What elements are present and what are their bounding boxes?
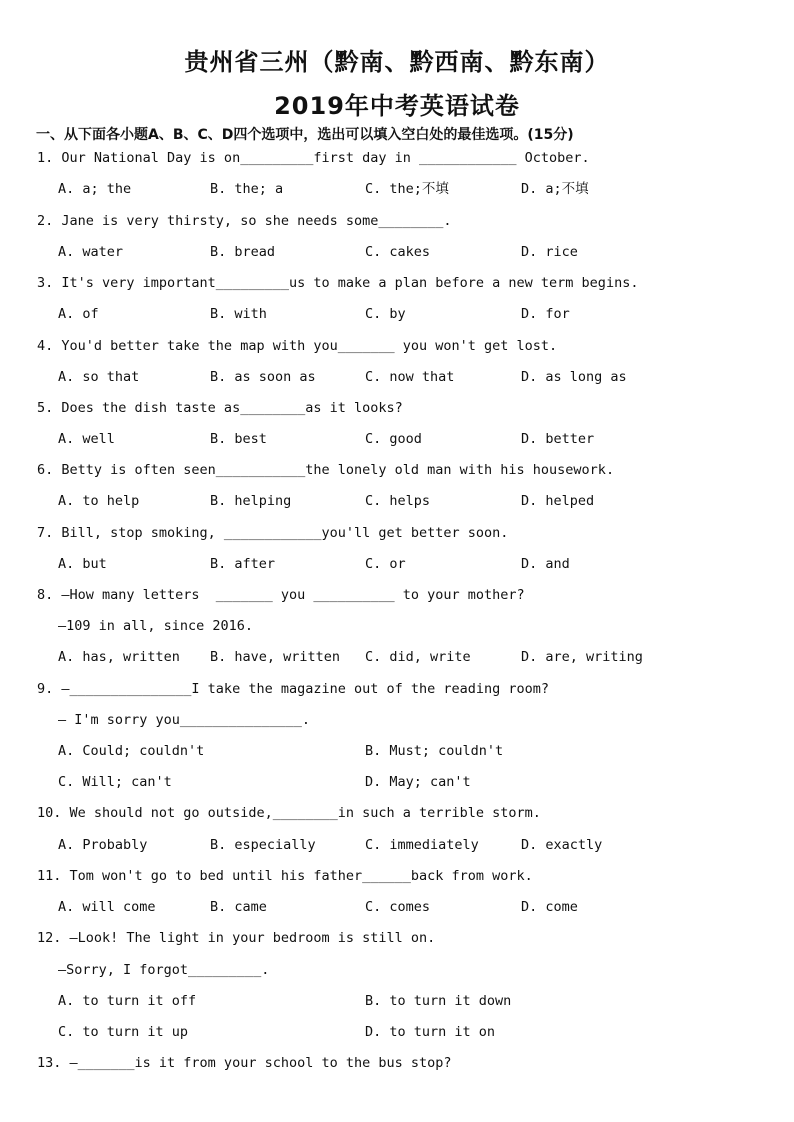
q11-option-a: A. will come bbox=[58, 899, 156, 915]
q4-option-c: C. now that bbox=[365, 369, 455, 385]
q6-option-b: B. helping bbox=[210, 493, 292, 509]
q12-option-d: D. to turn it on bbox=[365, 1024, 496, 1040]
question-6: 6. Betty is often seen___________the lonely old man with his housework. bbox=[37, 462, 615, 478]
q9-answer-line: — I'm sorry you_______________. bbox=[58, 712, 310, 728]
q4-option-b: B. as soon as bbox=[210, 369, 316, 385]
q12-option-c: C. to turn it up bbox=[58, 1024, 189, 1040]
q9-option-a: A. Could; couldn't bbox=[58, 743, 205, 759]
q8-answer-line: —109 in all, since 2016. bbox=[58, 618, 254, 634]
q3-option-b: B. with bbox=[210, 306, 267, 322]
q12-option-a: A. to turn it off bbox=[58, 993, 197, 1009]
q3-option-c: C. by bbox=[365, 306, 406, 322]
q9-option-c: C. Will; can't bbox=[58, 774, 172, 790]
q6-option-d: D. helped bbox=[521, 493, 595, 509]
q1-option-c: C. the;不填 bbox=[365, 181, 449, 197]
q5-option-c: C. good bbox=[365, 431, 422, 447]
question-2: 2. Jane is very thirsty, so she needs some________. bbox=[37, 213, 452, 229]
question-1: 1. Our National Day is on_________first day in ____________ October. bbox=[37, 150, 590, 166]
q9-option-d: D. May; can't bbox=[365, 774, 471, 790]
q7-option-d: D. and bbox=[521, 556, 570, 572]
q11-option-b: B. came bbox=[210, 899, 267, 915]
q4-option-d: D. as long as bbox=[521, 369, 627, 385]
q7-option-c: C. or bbox=[365, 556, 406, 572]
q10-option-b: B. especially bbox=[210, 837, 316, 853]
q5-option-b: B. best bbox=[210, 431, 267, 447]
q3-option-d: D. for bbox=[521, 306, 570, 322]
q2-option-c: C. cakes bbox=[365, 244, 431, 260]
q5-option-a: A. well bbox=[58, 431, 115, 447]
q10-option-d: D. exactly bbox=[521, 837, 603, 853]
question-13: 13. —_______is it from your school to the bus stop? bbox=[37, 1055, 452, 1071]
question-8: 8. —How many letters _______ you __________ to your mother? bbox=[37, 587, 525, 603]
q5-option-d: D. better bbox=[521, 431, 595, 447]
q6-option-a: A. to help bbox=[58, 493, 140, 509]
q12-option-b: B. to turn it down bbox=[365, 993, 512, 1009]
question-10: 10. We should not go outside,________in such a terrible storm. bbox=[37, 805, 541, 821]
q2-option-b: B. bread bbox=[210, 244, 276, 260]
q7-option-a: A. but bbox=[58, 556, 107, 572]
question-7: 7. Bill, stop smoking, ____________you'll get better soon. bbox=[37, 525, 509, 541]
q11-option-d: D. come bbox=[521, 899, 578, 915]
q3-option-a: A. of bbox=[58, 306, 99, 322]
question-11: 11. Tom won't go to bed until his father______back from work. bbox=[37, 868, 533, 884]
q1-option-b: B. the; a bbox=[210, 181, 284, 197]
q11-option-c: C. comes bbox=[365, 899, 431, 915]
question-12: 12. —Look! The light in your bedroom is still on. bbox=[37, 930, 436, 946]
q1-option-a: A. a; the bbox=[58, 181, 132, 197]
q7-option-b: B. after bbox=[210, 556, 276, 572]
section-heading: 一、从下面各小题A、B、C、D四个选项中，选出可以填入空白处的最佳选项。(15分) bbox=[36, 127, 574, 143]
exam-title-line2: 2019年中考英语试卷 bbox=[274, 92, 520, 120]
q4-option-a: A. so that bbox=[58, 369, 140, 385]
q8-option-c: C. did, write bbox=[365, 649, 471, 665]
q2-option-a: A. water bbox=[58, 244, 124, 260]
q8-option-a: A. has, written bbox=[58, 649, 180, 665]
q10-option-c: C. immediately bbox=[365, 837, 479, 853]
exam-title-line1: 贵州省三州（黔南、黔西南、黔东南） bbox=[184, 48, 610, 76]
q2-option-d: D. rice bbox=[521, 244, 578, 260]
q12-answer-line: —Sorry, I forgot_________. bbox=[58, 962, 270, 978]
q8-option-b: B. have, written bbox=[210, 649, 341, 665]
q10-option-a: A. Probably bbox=[58, 837, 148, 853]
q8-option-d: D. are, writing bbox=[521, 649, 643, 665]
question-4: 4. You'd better take the map with you_______ you won't get lost. bbox=[37, 338, 558, 354]
q1-option-d: D. a;不填 bbox=[521, 181, 589, 197]
question-5: 5. Does the dish taste as________as it looks? bbox=[37, 400, 403, 416]
q9-option-b: B. Must; couldn't bbox=[365, 743, 504, 759]
question-3: 3. It's very important_________us to make a plan before a new term begins. bbox=[37, 275, 639, 291]
question-9: 9. —_______________I take the magazine out of the reading room? bbox=[37, 681, 550, 697]
q6-option-c: C. helps bbox=[365, 493, 431, 509]
